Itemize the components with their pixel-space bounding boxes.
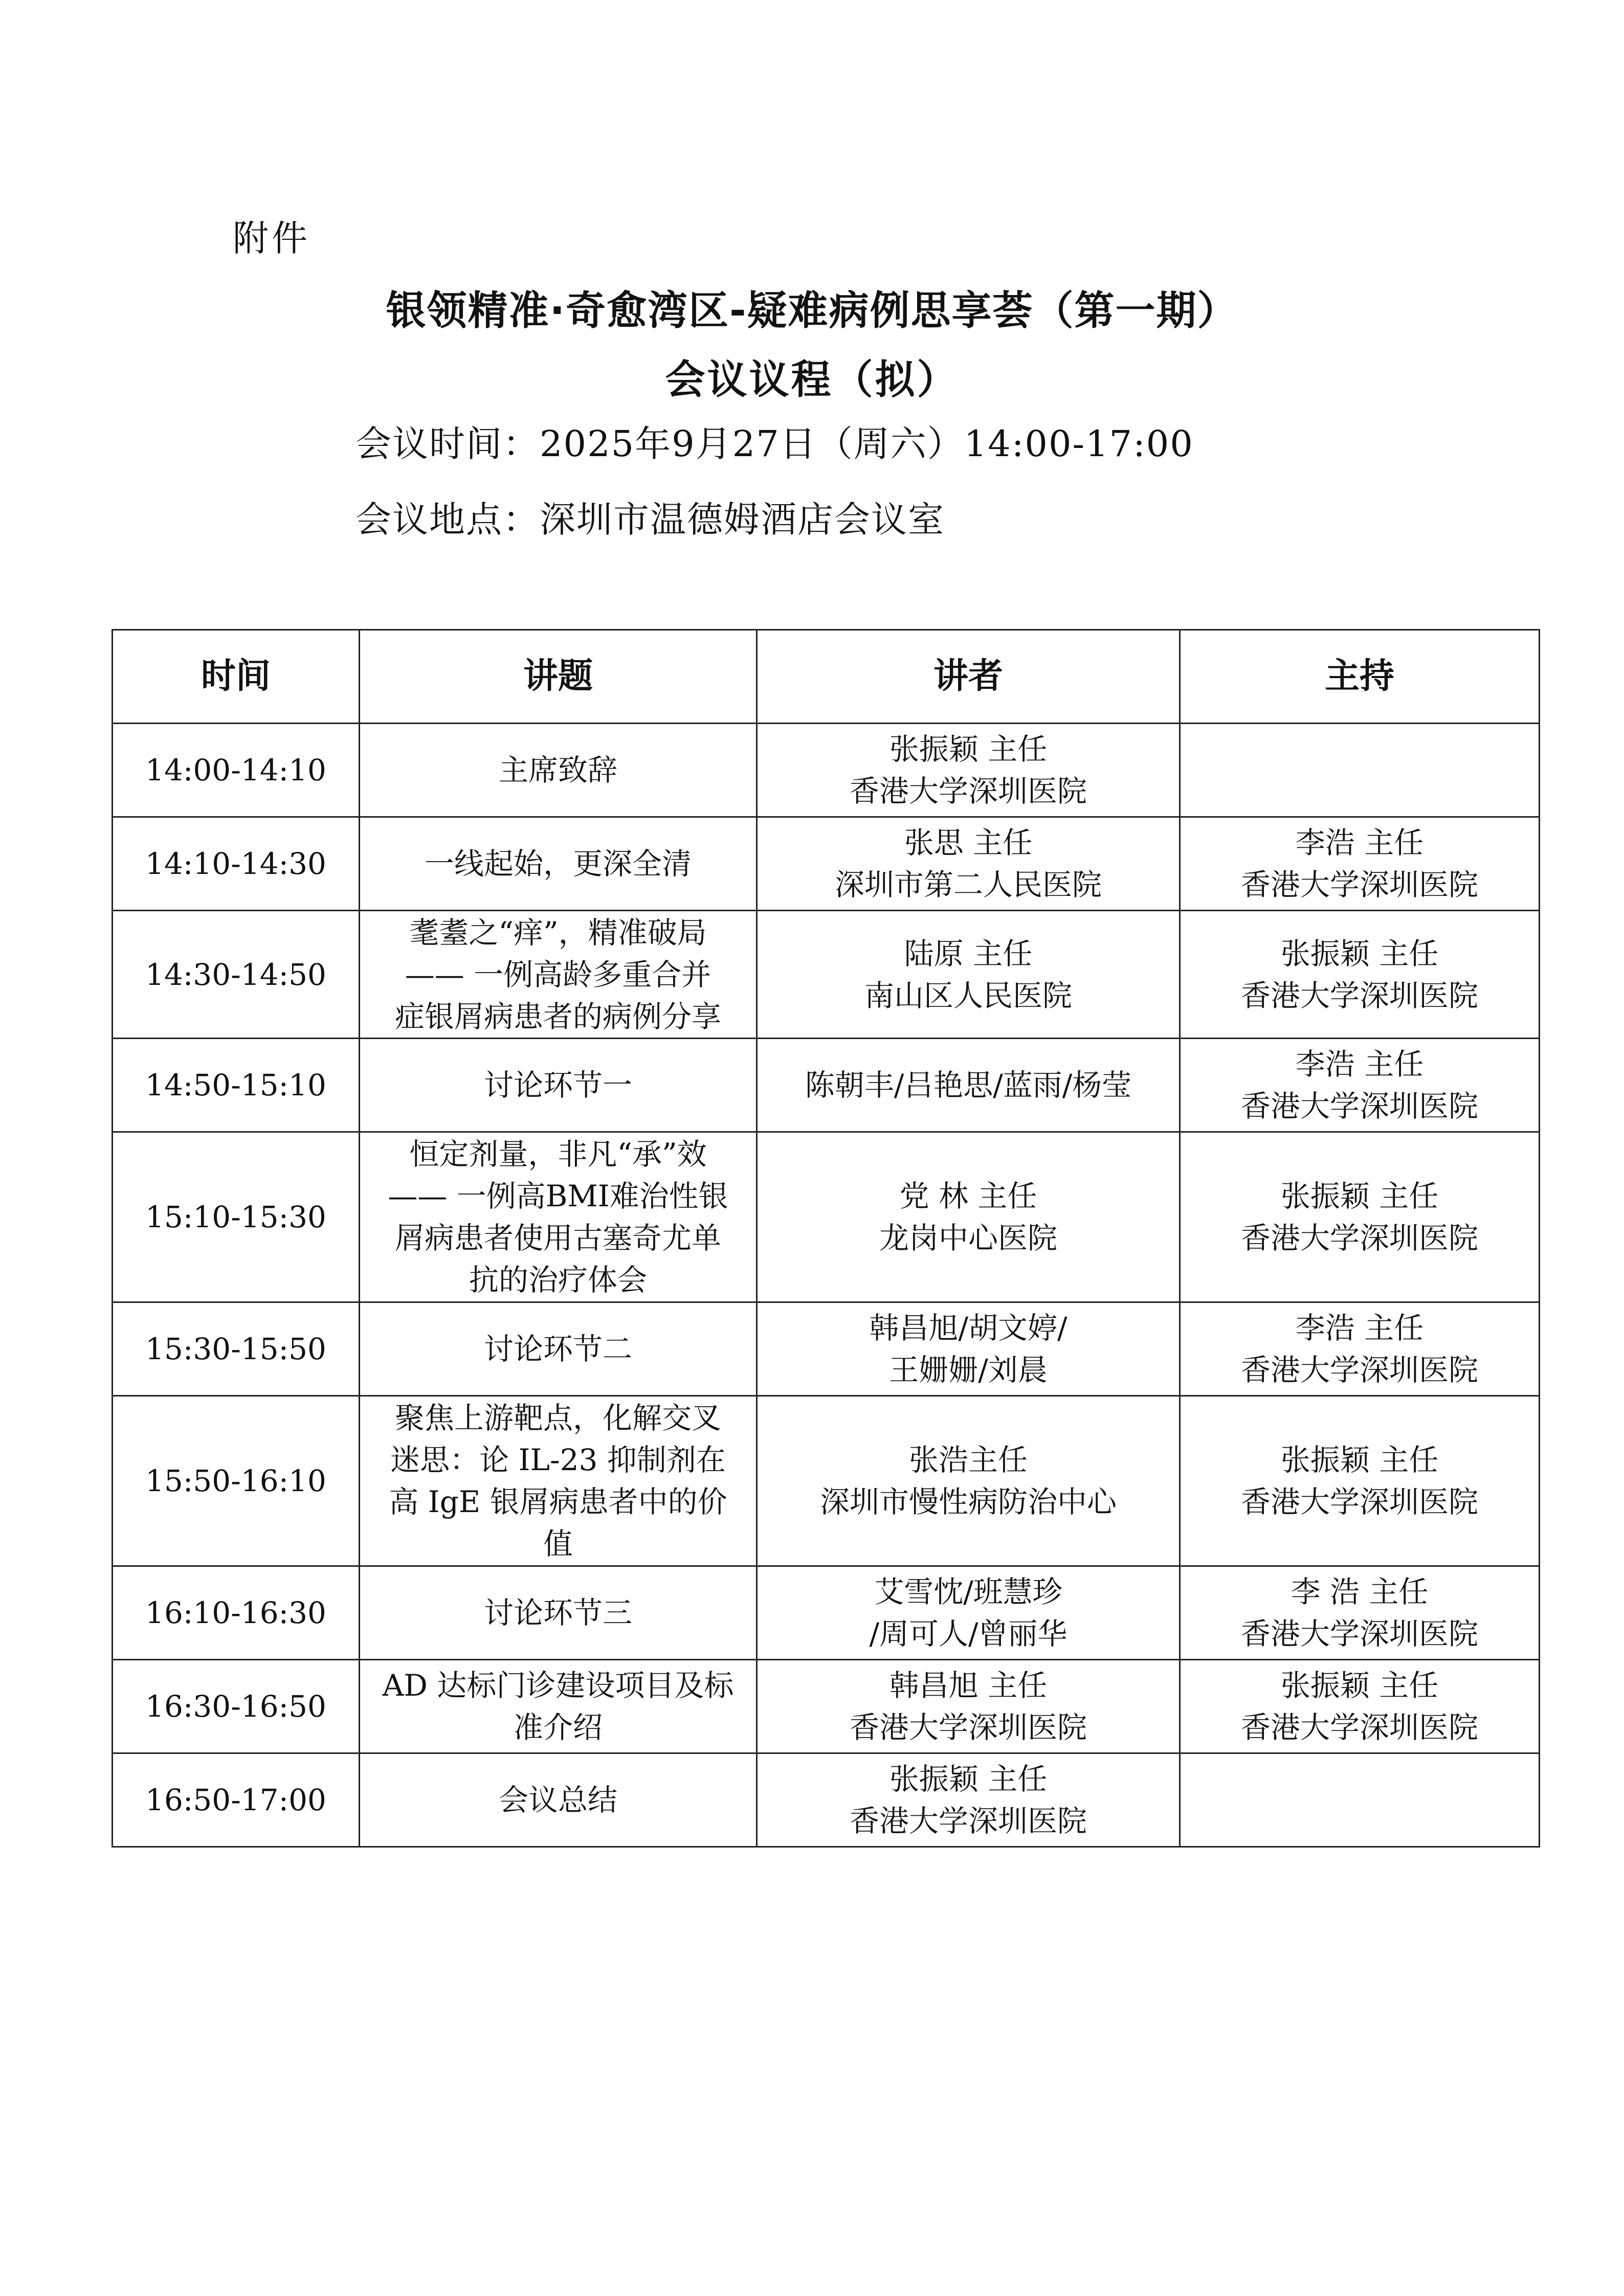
- agenda-body: [113, 724, 1540, 1847]
- cell-topic-line: 抗的治疗体会: [469, 1263, 647, 1297]
- cell-topic-line: AD 达标门诊建设项目及标: [382, 1668, 734, 1703]
- cell-speaker-line: 张思 主任: [904, 825, 1033, 860]
- cell-topic-line: 聚焦上游靶点，化解交叉: [394, 1401, 721, 1435]
- cell-speaker-line: 南山区人民医院: [864, 978, 1072, 1013]
- cell-speaker-line: 艾雪忱/班慧珍: [874, 1574, 1062, 1609]
- cell-speaker-line: 张浩主任: [908, 1443, 1028, 1477]
- table-row: [113, 1396, 1540, 1566]
- cell-time: 14:10-14:30: [113, 817, 360, 911]
- header-host: 主持: [1180, 630, 1540, 724]
- cell-topic-line: 耄耋之“痒”，精准破局: [409, 915, 707, 950]
- cell-speaker-line: 深圳市慢性病防治中心: [819, 1484, 1117, 1519]
- cell-topic-line: 值: [543, 1526, 573, 1561]
- cell-speaker: [757, 1660, 1180, 1753]
- cell-host-line: 张振颖 主任: [1280, 1668, 1439, 1703]
- cell-topic-line: 屑病患者使用古塞奇尤单: [394, 1221, 721, 1255]
- cell-time: 15:50-16:10: [113, 1396, 360, 1566]
- cell-host-line: 李浩 主任: [1295, 1047, 1424, 1082]
- cell-speaker: [757, 724, 1180, 817]
- cell-topic: [360, 1302, 757, 1396]
- cell-speaker-line: 香港大学深圳医院: [849, 1804, 1087, 1838]
- cell-time: 14:00-14:10: [113, 724, 360, 817]
- cell-speaker-line: 陆原 主任: [904, 936, 1033, 971]
- cell-speaker-line: 王姗姗/刘晨: [889, 1353, 1048, 1387]
- cell-host: [1180, 724, 1540, 817]
- cell-speaker: [757, 1302, 1180, 1396]
- cell-speaker-line: 韩昌旭/胡文婷/: [869, 1311, 1067, 1345]
- document-subtitle: 会议议程（拟）: [665, 357, 959, 403]
- agenda-table: [112, 629, 1540, 1848]
- cell-topic-line: 迷思：论 IL-23 抑制剂在: [390, 1443, 726, 1477]
- cell-topic: [360, 911, 757, 1039]
- cell-topic-line: 讨论环节二: [483, 1332, 632, 1366]
- table-row: [113, 1660, 1540, 1753]
- cell-speaker-line: 深圳市第二人民医院: [834, 867, 1102, 902]
- cell-time: 16:30-16:50: [113, 1660, 360, 1753]
- cell-host: [1180, 817, 1540, 911]
- cell-speaker: [757, 1396, 1180, 1566]
- cell-speaker-line: 龙岗中心医院: [879, 1221, 1057, 1255]
- cell-topic-line: 高 IgE 银屑病患者中的价: [389, 1484, 727, 1519]
- cell-topic-line: 讨论环节三: [483, 1595, 632, 1630]
- table-row: [113, 1566, 1540, 1660]
- cell-host-line: 张振颖 主任: [1280, 1443, 1439, 1477]
- cell-topic-line: 主席致辞: [498, 753, 617, 787]
- cell-speaker-line: 张振颖 主任: [889, 732, 1048, 767]
- cell-host-line: 香港大学深圳医院: [1240, 1221, 1478, 1255]
- cell-topic: [360, 724, 757, 817]
- cell-host-line: 香港大学深圳医院: [1240, 1710, 1478, 1745]
- cell-host: [1180, 911, 1540, 1039]
- cell-topic: [360, 1132, 757, 1302]
- cell-host-line: 张振颖 主任: [1280, 1179, 1439, 1213]
- table-row: [113, 724, 1540, 817]
- cell-host-line: 香港大学深圳医院: [1240, 1089, 1478, 1123]
- cell-host: [1180, 1302, 1540, 1396]
- table-row: [113, 817, 1540, 911]
- cell-host: [1180, 1132, 1540, 1302]
- cell-topic: [360, 817, 757, 911]
- cell-host: [1180, 1566, 1540, 1660]
- table-row: [113, 1753, 1540, 1847]
- cell-time: 15:10-15:30: [113, 1132, 360, 1302]
- cell-host: [1180, 1396, 1540, 1566]
- cell-host: [1180, 1753, 1540, 1847]
- agenda-header-row: [113, 630, 1540, 724]
- cell-topic-line: 讨论环节一: [483, 1068, 632, 1102]
- cell-host-line: 李浩 主任: [1295, 825, 1424, 860]
- cell-speaker: [757, 911, 1180, 1039]
- cell-speaker: [757, 1566, 1180, 1660]
- cell-topic: [360, 1039, 757, 1132]
- cell-host-line: 李 浩 主任: [1291, 1574, 1429, 1609]
- cell-speaker: [757, 1039, 1180, 1132]
- cell-topic: [360, 1753, 757, 1847]
- cell-host-line: 香港大学深圳医院: [1240, 1616, 1478, 1651]
- cell-time: 16:50-17:00: [113, 1753, 360, 1847]
- meeting-place: 会议地点：深圳市温德姆酒店会议室: [355, 499, 945, 541]
- cell-speaker: [757, 1753, 1180, 1847]
- cell-time: 14:50-15:10: [113, 1039, 360, 1132]
- cell-speaker-line: 党 林 主任: [899, 1179, 1037, 1213]
- cell-topic: [360, 1566, 757, 1660]
- cell-host-line: 李浩 主任: [1295, 1311, 1424, 1345]
- cell-speaker-line: 张振颖 主任: [889, 1762, 1048, 1796]
- cell-topic: [360, 1660, 757, 1753]
- header-time: 时间: [113, 630, 360, 724]
- cell-topic-line: —— 一例高龄多重合并: [405, 957, 711, 992]
- header-topic: 讲题: [360, 630, 757, 724]
- meeting-time: 会议时间：2025年9月27日（周六）14:00-17:00: [355, 423, 1194, 465]
- cell-speaker: [757, 817, 1180, 911]
- table-row: [113, 911, 1540, 1039]
- cell-host-line: 张振颖 主任: [1280, 936, 1439, 971]
- cell-topic-line: —— 一例高BMI难治性银: [388, 1179, 728, 1213]
- cell-topic-line: 恒定剂量，非凡“承”效: [409, 1137, 707, 1172]
- cell-host-line: 香港大学深圳医院: [1240, 978, 1478, 1013]
- cell-topic-line: 准介绍: [513, 1710, 603, 1745]
- cell-speaker-line: 韩昌旭 主任: [889, 1668, 1048, 1703]
- cell-host: [1180, 1039, 1540, 1132]
- cell-host-line: 香港大学深圳医院: [1240, 1484, 1478, 1519]
- cell-speaker-line: /周可人/曾丽华: [869, 1616, 1067, 1651]
- cell-speaker: [757, 1132, 1180, 1302]
- cell-host-line: 香港大学深圳医院: [1240, 867, 1478, 902]
- cell-topic-line: 症银屑病患者的病例分享: [394, 999, 721, 1034]
- attachment-label: 附件: [233, 217, 310, 259]
- table-row: [113, 1039, 1540, 1132]
- cell-topic: [360, 1396, 757, 1566]
- cell-time: 16:10-16:30: [113, 1566, 360, 1660]
- cell-speaker-line: 香港大学深圳医院: [849, 1710, 1087, 1745]
- cell-topic-line: 会议总结: [498, 1783, 617, 1817]
- table-row: [113, 1132, 1540, 1302]
- cell-time: 15:30-15:50: [113, 1302, 360, 1396]
- cell-topic-line: 一线起始，更深全清: [424, 846, 692, 881]
- cell-speaker-line: 香港大学深圳医院: [849, 774, 1087, 808]
- cell-host-line: 香港大学深圳医院: [1240, 1353, 1478, 1387]
- table-row: [113, 1302, 1540, 1396]
- header-speaker: 讲者: [757, 630, 1180, 724]
- cell-speaker-line: 陈朝丰/吕艳思/蓝雨/杨莹: [805, 1068, 1132, 1102]
- cell-host: [1180, 1660, 1540, 1753]
- cell-time: 14:30-14:50: [113, 911, 360, 1039]
- document-title: 银领精准·奇愈湾区-疑难病例思享荟（第一期）: [386, 288, 1238, 334]
